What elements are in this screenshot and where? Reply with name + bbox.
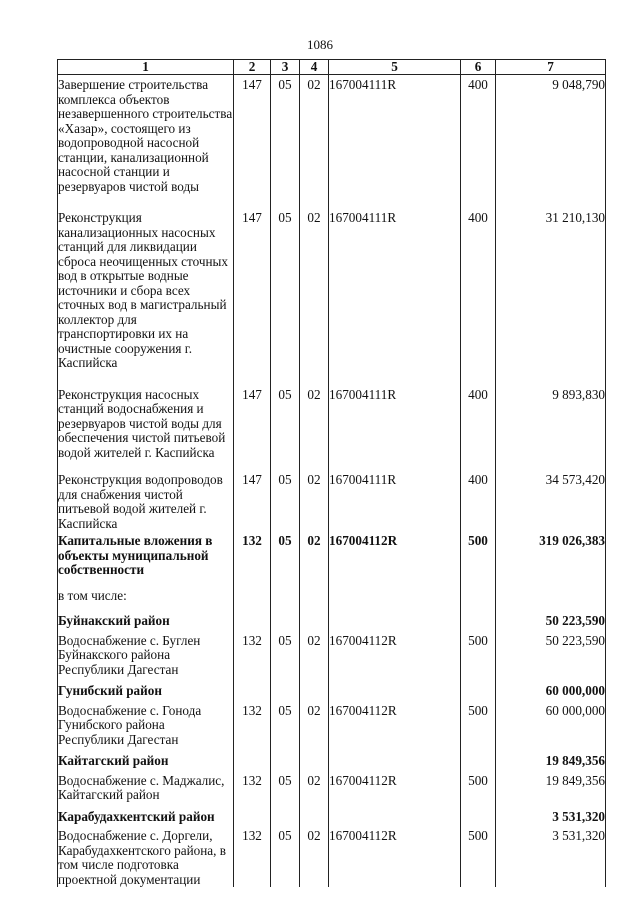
column-header: 6 [461,60,496,75]
cell-col2: 132 [234,771,271,807]
column-header: 3 [271,60,300,75]
cell-col6: 500 [461,771,496,807]
cell-amount: 19 849,356 [496,771,606,807]
cell-amount: 50 223,590 [496,631,606,682]
cell-col3 [271,586,300,612]
cell-col2: 147 [234,75,271,209]
cell-name: Карабудахкентский район [58,807,234,827]
cell-col3: 05 [271,385,300,471]
cell-col4 [300,751,329,771]
cell-col4: 02 [300,631,329,682]
table-row [58,771,606,807]
cell-col2: 132 [234,531,271,586]
column-header: 2 [234,60,271,75]
cell-amount: 3 531,320 [496,826,606,887]
table-row [58,807,606,827]
cell-amount [496,586,606,612]
cell-col3 [271,681,300,701]
table-row [58,611,606,631]
cell-col6: 400 [461,470,496,531]
cell-col6: 500 [461,531,496,586]
cell-col3: 05 [271,208,300,385]
cell-name: Завершение строительства комплекса объектов незавершенного строительства «Хазар», состоящего из водопроводной насосной станции, канализационной насосной станции и резервуаров чистой воды [58,75,234,209]
cell-col4: 02 [300,208,329,385]
cell-amount: 50 223,590 [496,611,606,631]
cell-name: Водоснабжение с. Маджалис, Кайтагский район [58,771,234,807]
cell-col3: 05 [271,771,300,807]
table-row [58,75,606,209]
cell-code: 167004112R [329,631,461,682]
cell-amount: 9 048,790 [496,75,606,209]
cell-col6 [461,681,496,701]
cell-name: Буйнакский район [58,611,234,631]
column-header: 5 [329,60,461,75]
cell-col3: 05 [271,701,300,752]
cell-col4: 02 [300,531,329,586]
cell-col2: 132 [234,701,271,752]
table-row [58,826,606,887]
cell-code: 167004112R [329,531,461,586]
cell-code: 167004112R [329,826,461,887]
cell-col2 [234,681,271,701]
cell-code: 167004112R [329,701,461,752]
table-row [58,631,606,682]
cell-col2: 147 [234,470,271,531]
cell-col4: 02 [300,470,329,531]
cell-name: Водоснабжение с. Буглен Буйнакского района Республики Дагестан [58,631,234,682]
cell-col6: 400 [461,385,496,471]
cell-col6: 500 [461,826,496,887]
cell-name: Капитальные вложения в объекты муниципальной собственности [58,531,234,586]
cell-col3: 05 [271,631,300,682]
cell-col6: 400 [461,208,496,385]
cell-col6: 500 [461,701,496,752]
cell-name: в том числе: [58,586,234,612]
cell-col4 [300,681,329,701]
cell-col3: 05 [271,826,300,887]
cell-col3 [271,807,300,827]
cell-code [329,751,461,771]
cell-code [329,807,461,827]
column-header: 1 [58,60,234,75]
cell-amount: 3 531,320 [496,807,606,827]
cell-code: 167004111R [329,208,461,385]
table-row [58,531,606,586]
budget-table [57,59,606,887]
cell-code: 167004111R [329,385,461,471]
cell-col4 [300,611,329,631]
cell-col3 [271,611,300,631]
cell-amount: 19 849,356 [496,751,606,771]
cell-code: 167004112R [329,771,461,807]
cell-name: Кайтагский район [58,751,234,771]
cell-name: Гунибский район [58,681,234,701]
cell-col4 [300,586,329,612]
cell-col2: 132 [234,826,271,887]
table-body [58,75,606,888]
cell-code: 167004111R [329,75,461,209]
cell-col4: 02 [300,75,329,209]
cell-col6 [461,751,496,771]
cell-col2: 132 [234,631,271,682]
cell-col3 [271,751,300,771]
table-header-row [58,60,606,75]
cell-col3: 05 [271,531,300,586]
cell-name: Водоснабжение с. Гонода Гунибского района Республики Дагестан [58,701,234,752]
cell-col2 [234,807,271,827]
cell-code [329,611,461,631]
cell-col4: 02 [300,701,329,752]
cell-col3: 05 [271,75,300,209]
cell-code [329,586,461,612]
cell-code: 167004111R [329,470,461,531]
cell-col2 [234,586,271,612]
cell-name: Реконструкция насосных станций водоснабжения и резервуаров чистой воды для обеспечения чистой питьевой водой жителей г. Каспийска [58,385,234,471]
cell-col6 [461,807,496,827]
cell-col6: 500 [461,631,496,682]
cell-amount: 60 000,000 [496,681,606,701]
table-row [58,586,606,612]
cell-col4: 02 [300,826,329,887]
cell-col2 [234,611,271,631]
table-row [58,208,606,385]
cell-amount: 319 026,383 [496,531,606,586]
cell-col4: 02 [300,385,329,471]
cell-col3: 05 [271,470,300,531]
table-row [58,751,606,771]
table-row [58,701,606,752]
column-header: 4 [300,60,329,75]
cell-amount: 60 000,000 [496,701,606,752]
table-row [58,681,606,701]
cell-col6 [461,586,496,612]
cell-name: Реконструкция канализационных насосных станций для ликвидации сброса неочищенных сточных вод в открытые водные источники и сбора всех сточных вод в магистральный коллектор для транспортировки их на очистные сооружения г. Каспийска [58,208,234,385]
cell-col2: 147 [234,208,271,385]
cell-name: Реконструкция водопроводов для снабжения чистой питьевой водой жителей г. Каспийска [58,470,234,531]
cell-col6 [461,611,496,631]
table-row [58,385,606,471]
cell-col6: 400 [461,75,496,209]
cell-amount: 34 573,420 [496,470,606,531]
cell-col4: 02 [300,771,329,807]
cell-col4 [300,807,329,827]
table-row [58,470,606,531]
cell-code [329,681,461,701]
column-header: 7 [496,60,606,75]
cell-col2: 147 [234,385,271,471]
page-number: 1086 [307,37,333,52]
cell-amount: 31 210,130 [496,208,606,385]
cell-col2 [234,751,271,771]
cell-amount: 9 893,830 [496,385,606,471]
cell-name: Водоснабжение с. Доргели, Карабудахкентского района, в том числе подготовка проектной документации [58,826,234,887]
